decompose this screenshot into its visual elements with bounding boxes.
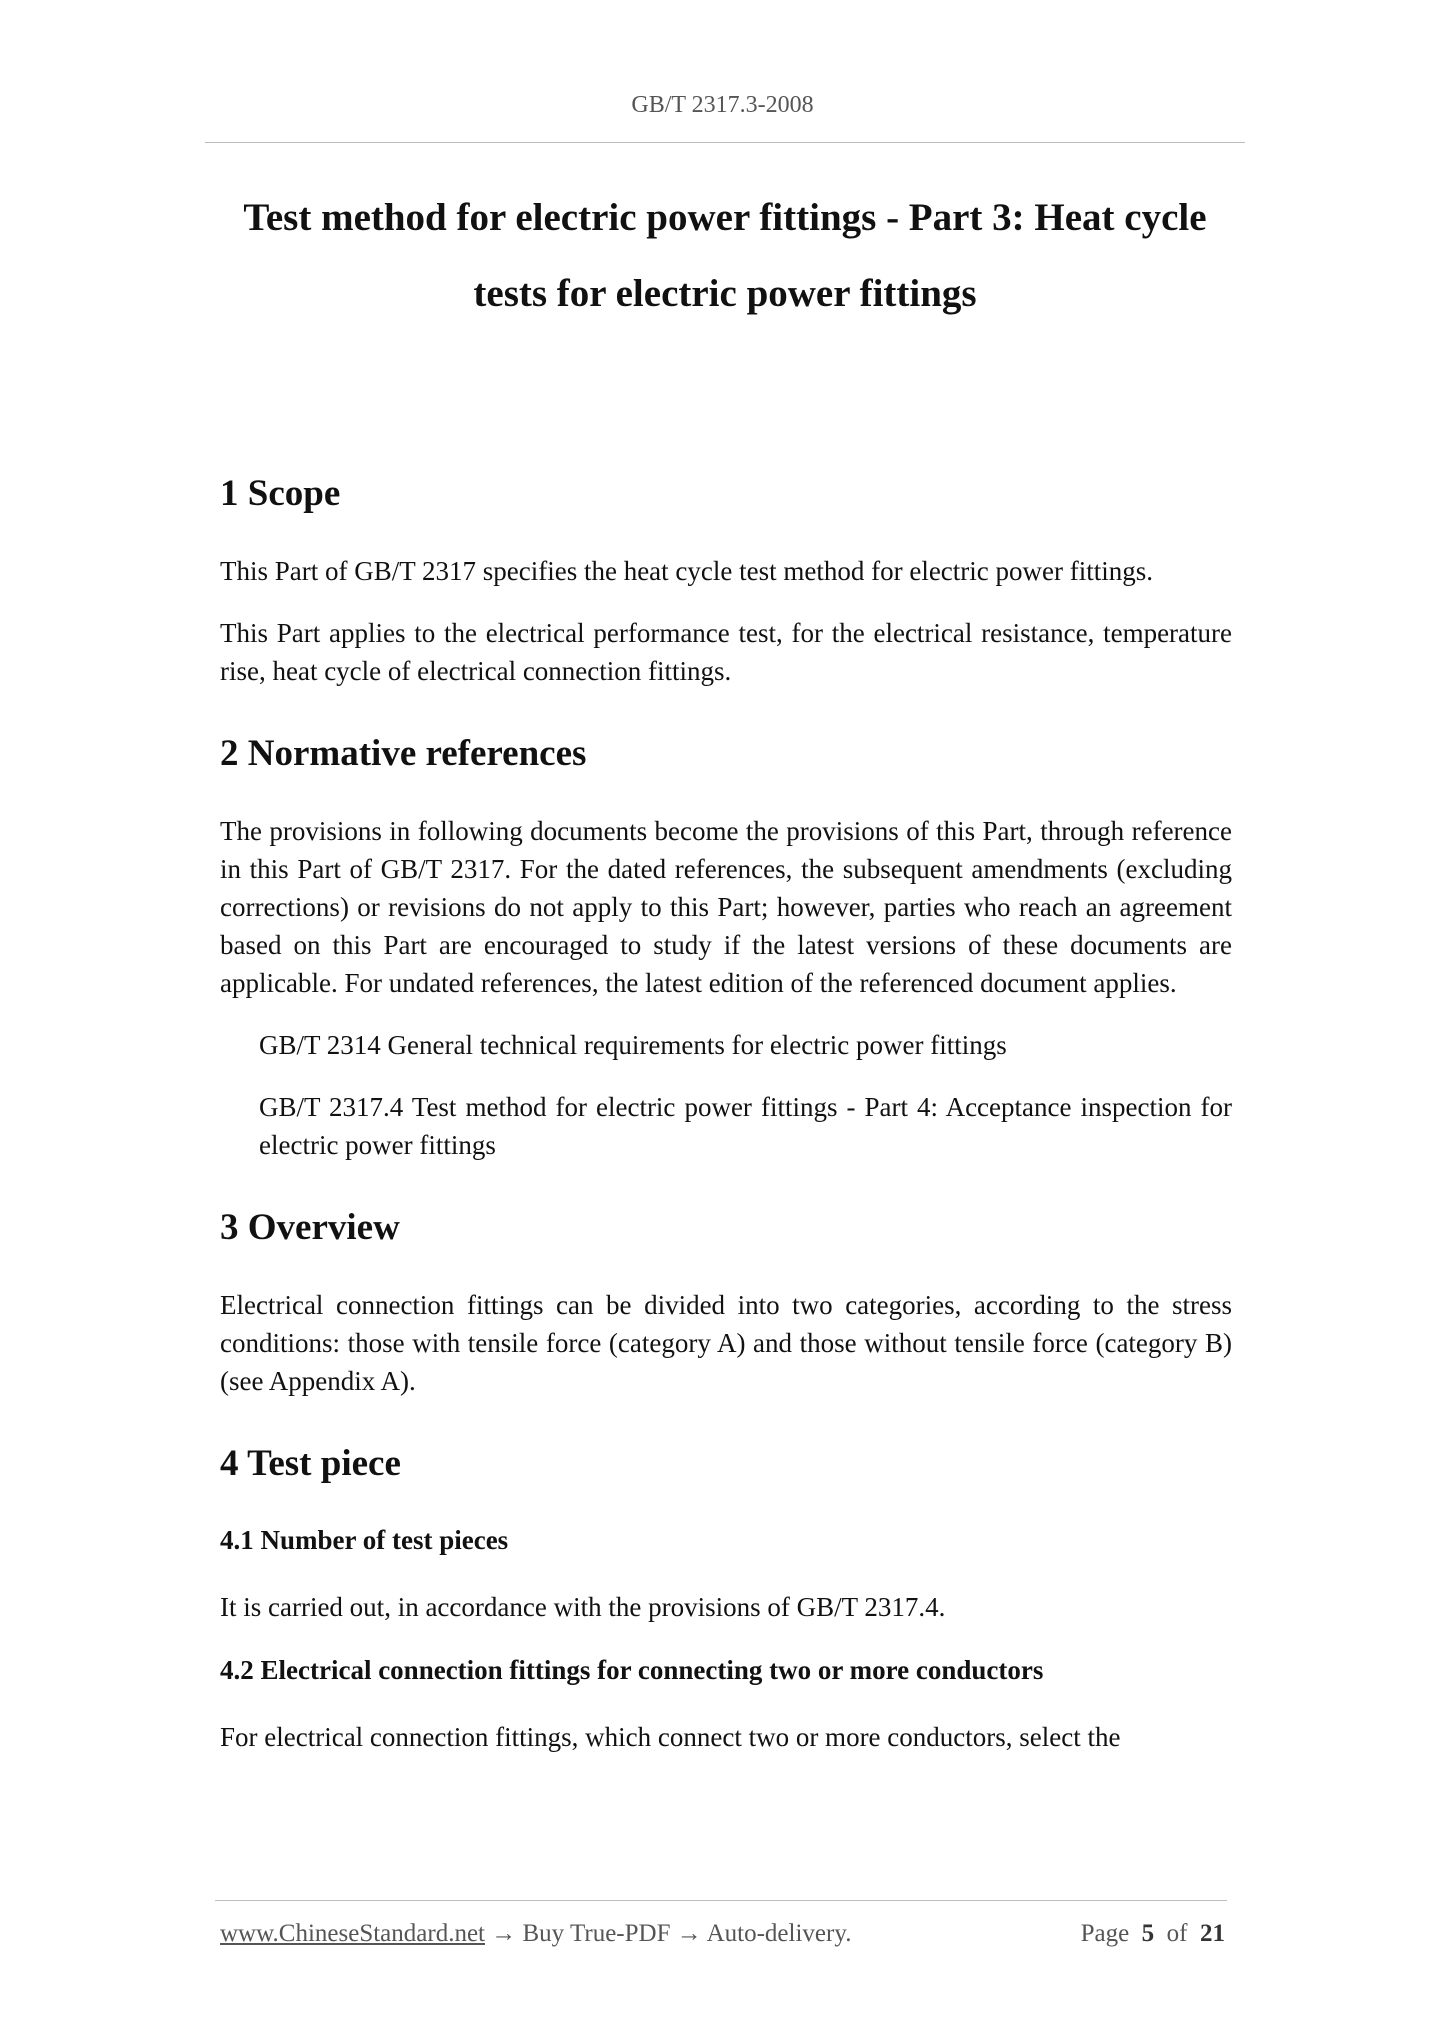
reference-item-1: GB/T 2314 General technical requirements for electric power fittings [259, 1030, 1007, 1060]
website-link[interactable]: www.ChineseStandard.net [220, 1920, 485, 1947]
title-line-1: Test method for electric power fittings - Part 3: Heat cycle [243, 196, 1207, 239]
header-divider [205, 142, 1245, 143]
running-header: GB/T 2317.3-2008 [631, 92, 814, 118]
subsection-4-1-paragraph: It is carried out, in accordance with the provisions of GB/T 2317.4. [220, 1592, 946, 1622]
subsection-4-2-heading: 4.2 Electrical connection fittings for connecting two or more conductors [220, 1655, 1044, 1685]
footer-promo [220, 1920, 851, 1948]
section-4-heading: 4 Test piece [220, 1443, 401, 1484]
current-page: 5 [1141, 1920, 1155, 1947]
page-number: Page 5 of 21 [1080, 1920, 1225, 1947]
footer-divider [215, 1900, 1227, 1901]
page-footer [220, 1920, 1225, 1948]
document-title [205, 180, 1245, 332]
title-line-2: tests for electric power fittings [473, 272, 977, 315]
references-paragraph: The provisions in following documents become the provisions of this Part, through reference in this Part of GB/T 2317. For the dated references, the subsequent amendments (excluding corrections) or revisions do not apply to this Part; however, parties who reach an agreement based on this Part are encouraged to study if the latest versions of these documents are applicable. For undated references, the latest edition of the referenced document applies. [220, 816, 1232, 998]
overview-paragraph: Electrical connection fittings can be divided into two categories, according to the stress conditions: those with tensile force (category A) and those without tensile force (category B) (see Appendix A). [220, 1290, 1232, 1396]
subsection-4-1-heading: 4.1 Number of test pieces [220, 1525, 509, 1555]
scope-paragraph-1: This Part of GB/T 2317 specifies the heat cycle test method for electric power fittings. [220, 556, 1153, 586]
section-2-heading: 2 Normative references [220, 733, 587, 774]
total-pages: 21 [1200, 1920, 1225, 1947]
section-3-heading: 3 Overview [220, 1207, 400, 1248]
scope-paragraph-2: This Part applies to the electrical performance test, for the electrical resistance, temperature rise, heat cycle of electrical connection fittings. [220, 618, 1232, 686]
subsection-4-2-paragraph: For electrical connection fittings, which connect two or more conductors, select the [220, 1722, 1121, 1752]
footer-promo-text: → Buy True-PDF → Auto-delivery. [485, 1920, 852, 1947]
document-body [220, 470, 1232, 1756]
reference-item-2: GB/T 2317.4 Test method for electric power fittings - Part 4: Acceptance inspection for electric power fittings [259, 1092, 1232, 1160]
section-1-heading: 1 Scope [220, 473, 341, 514]
